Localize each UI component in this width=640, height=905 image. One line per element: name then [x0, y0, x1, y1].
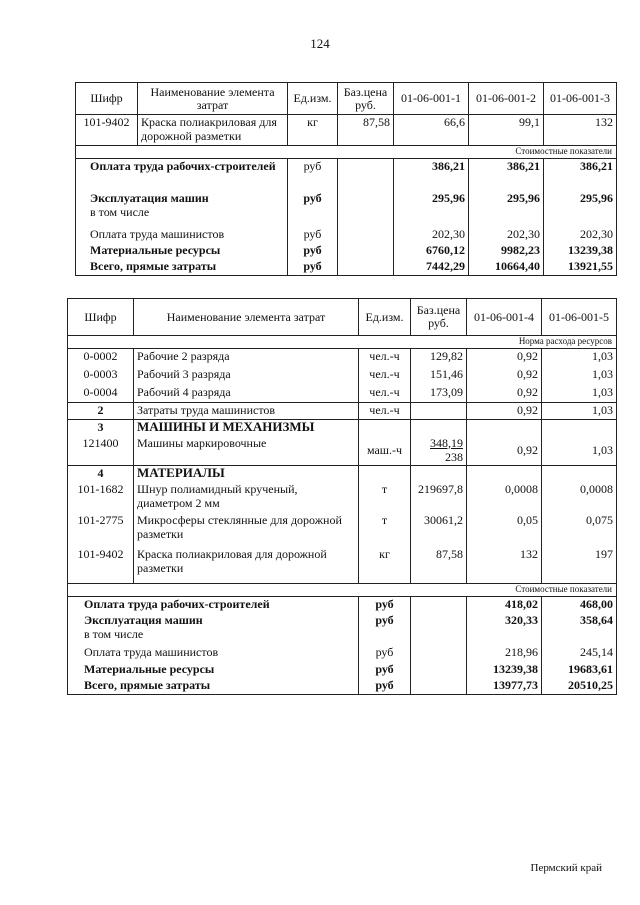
cost-row	[68, 613, 617, 645]
table-header-row	[68, 299, 617, 336]
row-value: 1,03	[542, 385, 617, 403]
cost-value: 468,00	[542, 597, 617, 613]
row-name: Рабочий 3 разряда	[134, 367, 359, 385]
cost-name: Оплата труда рабочих-строителей	[76, 159, 288, 191]
header-code: Шифр	[68, 299, 134, 336]
cost-value: 202,30	[469, 227, 544, 243]
row-value: 0,05	[467, 513, 542, 547]
cost-name: Оплата труда машинистов	[68, 645, 359, 662]
cost-name: Всего, прямые затраты	[68, 678, 359, 695]
header-col-3: 01-06-001-3	[544, 83, 617, 115]
cost-value: 20510,25	[542, 678, 617, 695]
row-price: 87,58	[338, 115, 394, 146]
row-unit: чел.-ч	[359, 349, 411, 367]
group-header-row	[68, 420, 617, 436]
cost-value: 10664,40	[469, 259, 544, 276]
table-row	[68, 513, 617, 547]
cost-unit: руб	[359, 662, 411, 678]
row-value: 132	[467, 547, 542, 584]
row-value: 0,92	[467, 403, 542, 420]
row-unit: кг	[288, 115, 338, 146]
cost-unit: руб	[288, 243, 338, 259]
table-row	[68, 547, 617, 584]
row-name: Микросферы стеклянные для дорожной разметки	[134, 513, 359, 547]
cost-unit: руб	[288, 159, 338, 191]
cost-value: 386,21	[544, 159, 617, 191]
row-price: 348,19	[430, 435, 463, 450]
row-code: 101-1682	[68, 482, 134, 513]
cost-row	[76, 227, 617, 243]
row-value: 132	[544, 115, 617, 146]
cost-value: 295,96	[469, 191, 544, 227]
header-price: Баз.цена руб.	[338, 83, 394, 115]
row-code: 2	[68, 403, 134, 420]
header-name: Наименование элемента затрат	[138, 83, 288, 115]
table-row	[76, 115, 617, 146]
row-price: 30061,2	[411, 513, 467, 547]
cost-value: 320,33	[467, 613, 542, 645]
row-unit: т	[359, 513, 411, 547]
section-title-row	[68, 584, 617, 597]
cost-row	[76, 243, 617, 259]
row-value: 0,92	[467, 385, 542, 403]
row-unit: т	[359, 482, 411, 513]
row-price: 173,09	[411, 385, 467, 403]
row-code: 0-0004	[68, 385, 134, 403]
cost-name: Эксплуатация машин	[84, 612, 203, 627]
row-value: 197	[542, 547, 617, 584]
cost-value: 13239,38	[544, 243, 617, 259]
row-unit: кг	[359, 547, 411, 584]
row-value: 1,03	[542, 403, 617, 420]
norm-title-row	[68, 336, 617, 349]
resource-table-1	[75, 82, 617, 276]
cost-value: 19683,61	[542, 662, 617, 678]
row-code: 0-0002	[68, 349, 134, 367]
table-row	[68, 385, 617, 403]
row-name: Машины маркировочные	[134, 436, 359, 466]
row-name: Рабочие 2 разряда	[134, 349, 359, 367]
cost-unit: руб	[359, 678, 411, 695]
section-title: Стоимостные показатели	[68, 584, 617, 597]
row-code: 101-9402	[76, 115, 138, 146]
header-col-5: 01-06-001-5	[542, 299, 617, 336]
header-col-4: 01-06-001-4	[467, 299, 542, 336]
cost-row	[68, 645, 617, 662]
cost-value: 386,21	[394, 159, 469, 191]
cost-unit: руб	[288, 227, 338, 243]
cost-row	[76, 159, 617, 191]
cost-value: 358,64	[542, 613, 617, 645]
row-name: Краска полиакриловая для дорожной разметки	[134, 547, 359, 584]
cost-value: 7442,29	[394, 259, 469, 276]
header-unit: Ед.изм.	[359, 299, 411, 336]
cost-unit: руб	[359, 613, 411, 645]
group-code: 4	[68, 466, 134, 482]
table-row	[68, 403, 617, 420]
table-row	[68, 436, 617, 466]
cost-value: 218,96	[467, 645, 542, 662]
row-value: 0,0008	[542, 482, 617, 513]
row-value: 1,03	[542, 367, 617, 385]
row-value: 0,92	[467, 349, 542, 367]
cost-value: 9982,23	[469, 243, 544, 259]
header-col-1: 01-06-001-1	[394, 83, 469, 115]
cost-unit: руб	[359, 645, 411, 662]
header-price: Баз.цена руб.	[411, 299, 467, 336]
cost-name: Эксплуатация машин	[90, 190, 209, 205]
cost-unit: руб	[359, 597, 411, 613]
cost-row	[68, 597, 617, 613]
row-name: Затраты труда машинистов	[134, 403, 359, 420]
section-title: Стоимостные показатели	[76, 146, 617, 159]
cost-value: 6760,12	[394, 243, 469, 259]
row-unit: чел.-ч	[359, 367, 411, 385]
group-code: 3	[68, 420, 134, 436]
group-title: МАШИНЫ И МЕХАНИЗМЫ	[134, 420, 359, 436]
cost-name: Материальные ресурсы	[68, 662, 359, 678]
cost-name: Оплата труда рабочих-строителей	[68, 597, 359, 613]
row-value: 0,92	[467, 436, 542, 466]
cost-value: 295,96	[394, 191, 469, 227]
cost-value: 13239,38	[467, 662, 542, 678]
cost-value: 245,14	[542, 645, 617, 662]
row-code: 121400	[68, 436, 134, 466]
cost-name: Материальные ресурсы	[76, 243, 288, 259]
table-header-row	[76, 83, 617, 115]
norm-title: Норма расхода ресурсов	[68, 336, 617, 349]
row-code: 0-0003	[68, 367, 134, 385]
cost-row	[76, 191, 617, 227]
cost-unit: руб	[288, 191, 338, 227]
row-value: 99,1	[469, 115, 544, 146]
row-name: Шнур полиамидный крученый, диаметром 2 мм	[134, 482, 359, 513]
header-col-2: 01-06-001-2	[469, 83, 544, 115]
row-price: 219697,8	[411, 482, 467, 513]
row-name: Краска полиакриловая для дорожной разметки	[138, 115, 288, 146]
resource-table-2	[67, 298, 617, 695]
row-price	[411, 403, 467, 420]
section-title-row	[76, 146, 617, 159]
row-price-extra: 238	[445, 449, 463, 464]
cost-row	[76, 259, 617, 276]
cost-value: 13921,55	[544, 259, 617, 276]
header-code: Шифр	[76, 83, 138, 115]
row-unit: маш.-ч	[359, 436, 411, 466]
row-code: 101-9402	[68, 547, 134, 584]
row-price: 87,58	[411, 547, 467, 584]
row-value: 66,6	[394, 115, 469, 146]
table-row	[68, 367, 617, 385]
page-number: 124	[310, 36, 330, 51]
row-unit: чел.-ч	[359, 385, 411, 403]
cost-value: 418,02	[467, 597, 542, 613]
header-unit: Ед.изм.	[288, 83, 338, 115]
table-row	[68, 482, 617, 513]
header-name: Наименование элемента затрат	[134, 299, 359, 336]
cost-unit: руб	[288, 259, 338, 276]
row-unit: чел.-ч	[359, 403, 411, 420]
table-row	[68, 349, 617, 367]
cost-value: 202,30	[544, 227, 617, 243]
footer-region-label: Пермский край	[530, 862, 602, 874]
row-value: 0,92	[467, 367, 542, 385]
cost-subnote: в том числе	[84, 626, 144, 641]
cost-name: Всего, прямые затраты	[76, 259, 288, 276]
cost-value: 386,21	[469, 159, 544, 191]
row-value: 0,075	[542, 513, 617, 547]
cost-subnote: в том числе	[90, 204, 150, 219]
cost-value: 295,96	[544, 191, 617, 227]
cost-row	[68, 662, 617, 678]
row-value: 1,03	[542, 349, 617, 367]
cost-row	[68, 678, 617, 695]
group-header-row	[68, 466, 617, 482]
cost-value: 13977,73	[467, 678, 542, 695]
row-price: 129,82	[411, 349, 467, 367]
row-price: 151,46	[411, 367, 467, 385]
row-code: 101-2775	[68, 513, 134, 547]
row-value: 0,0008	[467, 482, 542, 513]
cost-value: 202,30	[394, 227, 469, 243]
row-name: Рабочий 4 разряда	[134, 385, 359, 403]
group-title: МАТЕРИАЛЫ	[134, 466, 359, 482]
row-value: 1,03	[542, 436, 617, 466]
cost-name: Оплата труда машинистов	[76, 227, 288, 243]
